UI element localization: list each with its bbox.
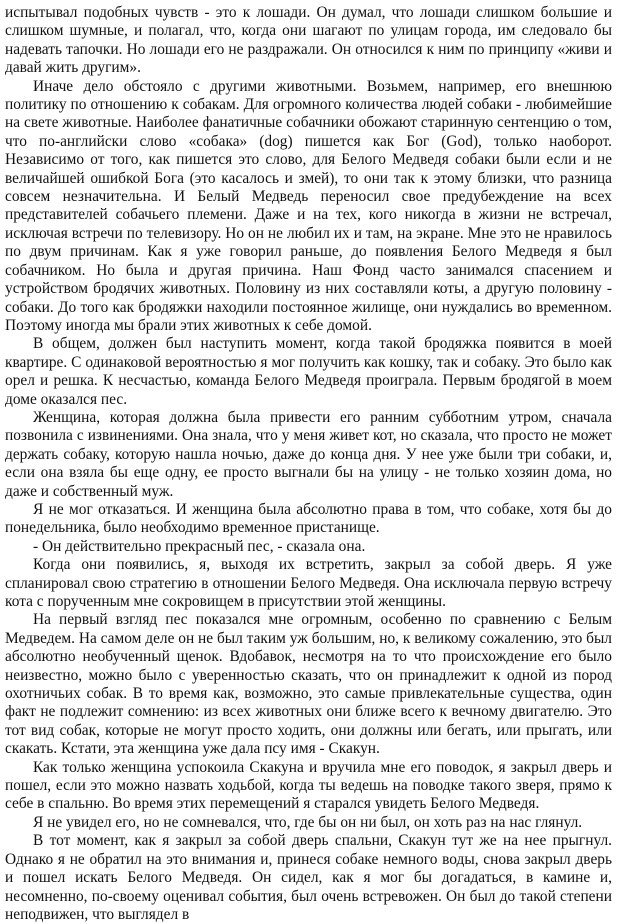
paragraph-10: Я не увидел его, но не сомневался, что, где бы он ни был, он хоть раз на нас глянул. xyxy=(33,813,583,831)
paragraph-1: испытывал подобных чувств - это к лошади. Он думал, что лошади слишком большие и слишком шумные, и полагал, что, когда они шагают по улицам города, им следовало бы надевать тапочки. Но лошади его не раздражали. Он относился к ним по принципу «живи и давай жить другим». xyxy=(5,4,612,77)
paragraph-6: - Он действительно прекрасный пес, - сказала она. xyxy=(33,537,366,555)
paragraph-2: Иначе дело обстояло с другими животными. Возьмем, например, его внешнюю политику по отношению к собакам. Для огромного количества людей собаки - любимейшие на свете животные. Наиболее фанатичные собачники обожают старинную сентенцию о том, что по-английски слово «собака» (dog) пишется как Бог (God), только наоборот. Независимо от того, как пишется это слово, для Белого Медведя собаки были если и не величайшей ошибкой Бога (это касалось и змей), то они так к этому близки, что разница совсем незначительна. И Белый Медведь переносил свое предубеждение на всех представителей собачьего племени. Даже и на тех, кого никогда в жизни не встречал, исключая встречи по телевизору. Но он не любил их и там, на экране. Мне это не нравилось по двум причинам. Как я уже говорил раньше, до появления Белого Медведя я был собачником. Но была и другая причина. Наш Фонд часто занимался спасением и устройством бродячих животных. Половину из них составляли коты, а другую половину - собаки. До того как бродяжки находили постоянное жилище, они нуждались во временном. Поэтому иногда мы брали этих животных к себе домой. xyxy=(5,77,612,334)
paragraph-5: Я не мог отказаться. И женщина была абсолютно права в том, что собаке, хотя бы до понедельника, было необходимо временное пристанище. xyxy=(5,500,612,537)
paragraph-9: Как только женщина успокоила Скакуна и вручила мне его поводок, я закрыл дверь и пошел, если это можно назвать ходьбой, когда ты ведешь на поводке такого зверя, прямо к себе в спальню. Во время этих перемещений я старался увидеть Белого Медведя. xyxy=(5,758,612,813)
paragraph-7: Когда они появились, я, выходя их встретить, закрыл за собой дверь. Я уже спланировал свою стратегию в отношении Белого Медведя. Она исключала первую встречу кота с порученным мне сокровищем в присутствии этой женщины. xyxy=(5,556,612,610)
paragraph-4: Женщина, которая должна была привести его ранним субботним утром, сначала позвонила с извинениями. Она знала, что у меня живет кот, но сказала, что просто не может держать собаку, которую нашла ночью, даже до конца дня. У нее уже были три собаки, и, если она взяла бы еще одну, ее просто выгнали бы на улицу - не только хозяин дома, но даже и собственный муж. xyxy=(5,408,612,500)
paragraph-3: В общем, должен был наступить момент, когда такой бродяжка появится в моей квартире. С одинаковой вероятностью я мог получить как кошку, так и собаку. Это было как орел и решка. К несчастью, команда Белого Медведя проиграла. Первым бродягой в моем доме оказался пес. xyxy=(5,335,612,408)
paragraph-11: В тот момент, как я закрыл за собой дверь спальни, Скакун тут же на нее прыгнул. Однако я не обратил на это внимания и, принеся собаке немного воды, снова закрыл дверь и пошел искать Белого Медведя. Он сидел, как я мог бы догадаться, в камине и, несомненно, по-своему оценивал события, был очень встревожен. Он был до такой степени неподвижен, что выглядел в xyxy=(5,832,612,923)
paragraph-8: На первый взгляд пес показался мне огромным, особенно по сравнению с Белым Медведем. На самом деле он не был таким уж большим, но, к великому сожалению, это был абсолютно необученный щенок. Вдобавок, несмотря на то что происхождение его было неизвестно, можно было с уверенностью сказать, что он принадлежит к одной из пород охотничьих собак. В то время как, возможно, это самые привлекательные существа, один факт не подлежит сомнению: из всех животных они ближе всего к вечному двигателю. Это тот вид собак, которые не могут просто ходить, они должны или бегать, или прыгать, или скакать. Кстати, эта женщина уже дала псу имя - Скакун. xyxy=(5,611,612,758)
